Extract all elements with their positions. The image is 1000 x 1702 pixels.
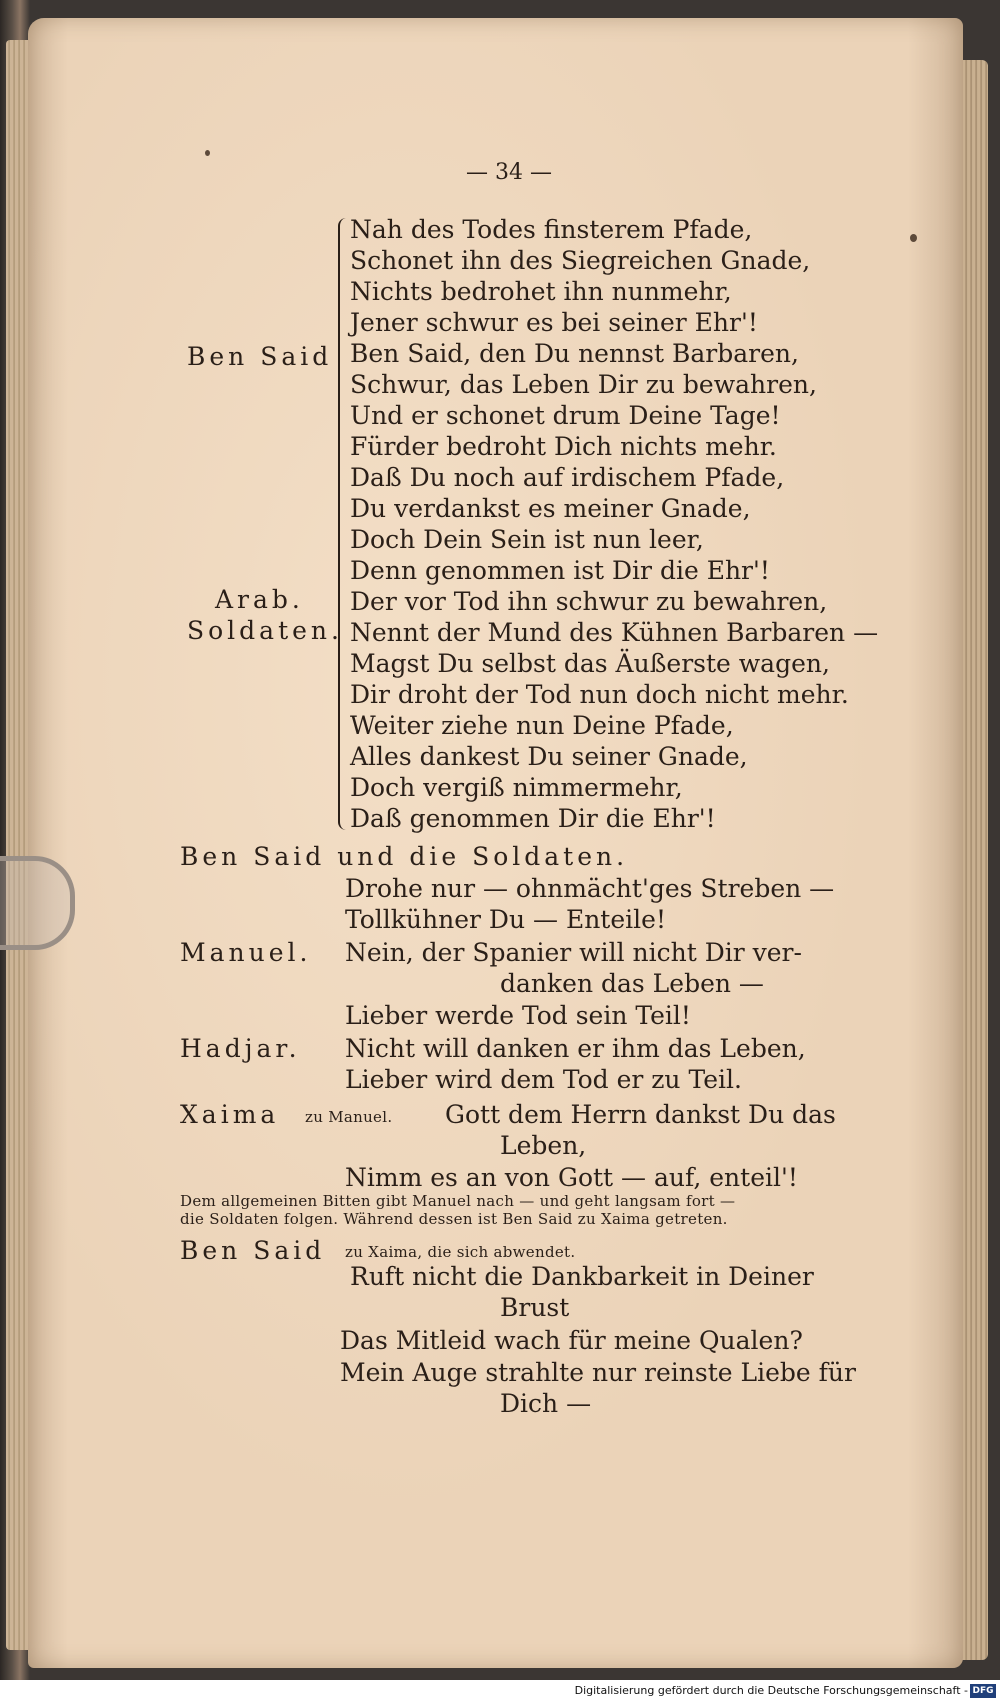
verse-line: Jener schwur es bei seiner Ehr'! [350,308,758,337]
speaker-arab: Arab. [215,585,304,614]
page-number: — 34 — [466,160,552,185]
dialogue-line: Lieber werde Tod sein Teil! [345,1001,691,1030]
verse-line: Daß genommen Dir die Ehr'! [350,804,716,833]
speaker-ben-said-und-soldaten: Ben Said und die Soldaten. [180,842,629,871]
speaker-soldaten: Soldaten. [187,616,343,645]
verse-brace [338,218,350,830]
dialogue-line: Ruft nicht die Dankbarkeit in Deiner [350,1262,814,1291]
verse-line: Nichts bedrohet ihn nunmehr, [350,277,732,306]
dialogue-line: Lieber wird dem Tod er zu Teil. [345,1065,742,1094]
verse-line: Nah des Todes finsterem Pfade, [350,215,753,244]
verse-line: Nennt der Mund des Kühnen Barbaren — [350,618,879,647]
stage-direction: zu Xaima, die sich abwendet. [345,1243,576,1261]
footer-text: Digitalisierung gefördert durch die Deutsche Forschungsgemeinschaft - [574,1684,968,1697]
dialogue-line: Gott dem Herrn dankst Du das [445,1100,836,1129]
verse-line: Dir droht der Tod nun doch nicht mehr. [350,680,849,709]
footer-bar [0,1680,1000,1702]
dialogue-line: Nicht will danken er ihm das Leben, [345,1034,806,1063]
dialogue-line: danken das Leben — [500,969,764,998]
verse-line: Ben Said, den Du nennst Barbaren, [350,339,799,368]
page-clip [0,856,75,950]
verse-line: Schwur, das Leben Dir zu bewahren, [350,370,817,399]
dialogue-line: Leben, [500,1131,587,1160]
verse-line: Magst Du selbst das Äußerste wagen, [350,649,830,678]
stage-direction: die Soldaten folgen. Während dessen ist Ben Said zu Xaima getreten. [180,1210,728,1228]
verse-line: Doch Dein Sein ist nun leer, [350,525,704,554]
speaker-ben-said: Ben Said [187,342,333,371]
verse-line: Schonet ihn des Siegreichen Gnade, [350,246,811,275]
verse-line: Und er schonet drum Deine Tage! [350,401,781,430]
dialogue-line: Drohe nur — ohnmächt'ges Streben — [345,874,835,903]
verse-line: Du verdankst es meiner Gnade, [350,494,751,523]
dialogue-line: Dich — [500,1389,592,1418]
stage-direction: zu Manuel. [305,1108,393,1126]
verse-line: Der vor Tod ihn schwur zu bewahren, [350,587,828,616]
speaker-manuel: Manuel. [180,938,312,967]
stage-direction: Dem allgemeinen Bitten gibt Manuel nach — und geht langsam fort — [180,1192,736,1210]
verse-line: Denn genommen ist Dir die Ehr'! [350,556,770,585]
verse-line: Daß Du noch auf irdischem Pfade, [350,463,785,492]
dialogue-line: Nein, der Spanier will nicht Dir ver- [345,938,802,967]
speaker-hadjar: Hadjar. [180,1034,301,1063]
dialogue-line: Tollkühner Du — Enteile! [345,905,666,934]
verse-line: Doch vergiß nimmermehr, [350,773,683,802]
speaker-xaima: Xaima [180,1100,280,1129]
dialogue-line: Brust [500,1293,570,1322]
dialogue-line: Nimm es an von Gott — auf, enteil'! [345,1163,798,1192]
dialogue-line: Das Mitleid wach für meine Qualen? [340,1326,803,1355]
verse-line: Alles dankest Du seiner Gnade, [350,742,748,771]
paper-spot [910,234,917,242]
paper-spot [205,150,210,156]
verse-line: Fürder bedroht Dich nichts mehr. [350,432,777,461]
verse-line: Weiter ziehe nun Deine Pfade, [350,711,734,740]
dialogue-line: Mein Auge strahlte nur reinste Liebe für [340,1358,856,1387]
speaker-ben-said-2: Ben Said [180,1236,326,1265]
dfg-logo: DFG [970,1684,996,1698]
